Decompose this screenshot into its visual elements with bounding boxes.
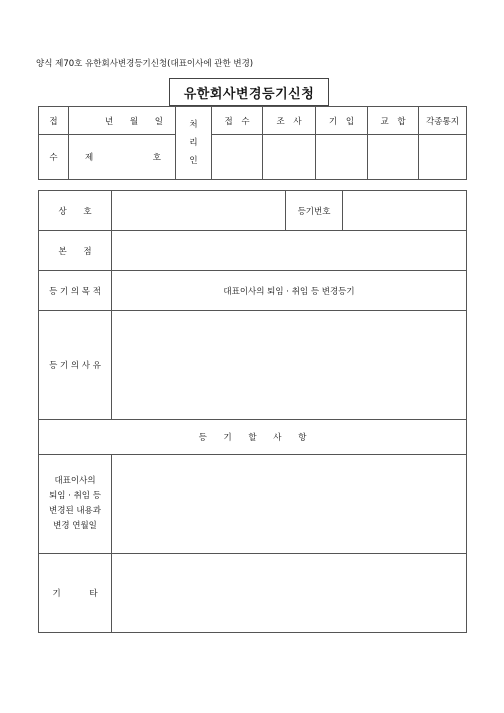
change-details-field[interactable]: [112, 455, 467, 554]
receipt-number: [69, 135, 176, 180]
receipt-date: [69, 107, 176, 135]
head-office-label: 본 점: [39, 231, 112, 271]
receipt-label-jeop: 접: [39, 107, 69, 135]
purpose-field[interactable]: 대표이사의 퇴임 · 취임 등 변경등기: [112, 271, 467, 311]
other-field[interactable]: [112, 554, 467, 633]
processor-char-2: 리: [189, 138, 198, 148]
stamp-receipt[interactable]: [212, 135, 263, 180]
trade-name-field[interactable]: [112, 191, 286, 231]
change-label-line-2: 퇴임 · 취임 등: [49, 491, 101, 501]
reason-label: 등 기 의 사 유: [39, 311, 112, 420]
processor-cell: [176, 107, 212, 180]
receipt-number-suffix: 호: [152, 153, 161, 163]
stamp-verification[interactable]: [368, 135, 419, 180]
change-label-line-1: 대표이사의: [54, 476, 96, 486]
header-receipt: 접 수: [212, 107, 263, 135]
purpose-label: 등 기 의 목 적: [39, 271, 112, 311]
change-details-label: [39, 455, 112, 554]
stamp-entry[interactable]: [316, 135, 368, 180]
form-number-label: 양식 제70호 유한회사변경등기신청(대표이사에 관한 변경): [36, 59, 254, 69]
receipt-number-prefix: 제: [85, 153, 94, 163]
stamp-notifications[interactable]: [419, 135, 467, 180]
processor-char-3: 인: [189, 156, 198, 166]
trade-name-label: 상 호: [39, 191, 112, 231]
processor-char-1: 처: [189, 120, 198, 130]
registration-number-label: 등기번호: [286, 191, 343, 231]
form-title: 유한회사변경등기신청: [169, 78, 329, 106]
change-label-line-4: 변경 연월일: [53, 521, 97, 531]
header-investigation: 조 사: [263, 107, 316, 135]
matters-header: 등 기 할 사 항: [39, 420, 467, 455]
header-entry: 기 입: [316, 107, 368, 135]
receipt-date-text: 년 월 일: [104, 116, 163, 127]
header-notifications: 각종통지: [419, 107, 467, 135]
head-office-field[interactable]: [112, 231, 467, 271]
other-label: 기 타: [39, 554, 112, 633]
receipt-table: [38, 106, 467, 180]
header-verification: 교 합: [368, 107, 419, 135]
registration-number-field[interactable]: [343, 191, 467, 231]
receipt-label-su: 수: [39, 135, 69, 180]
stamp-investigation[interactable]: [263, 135, 316, 180]
change-label-line-3: 변경된 내용과: [49, 506, 101, 516]
reason-field[interactable]: [112, 311, 467, 420]
registration-table: [38, 190, 467, 633]
